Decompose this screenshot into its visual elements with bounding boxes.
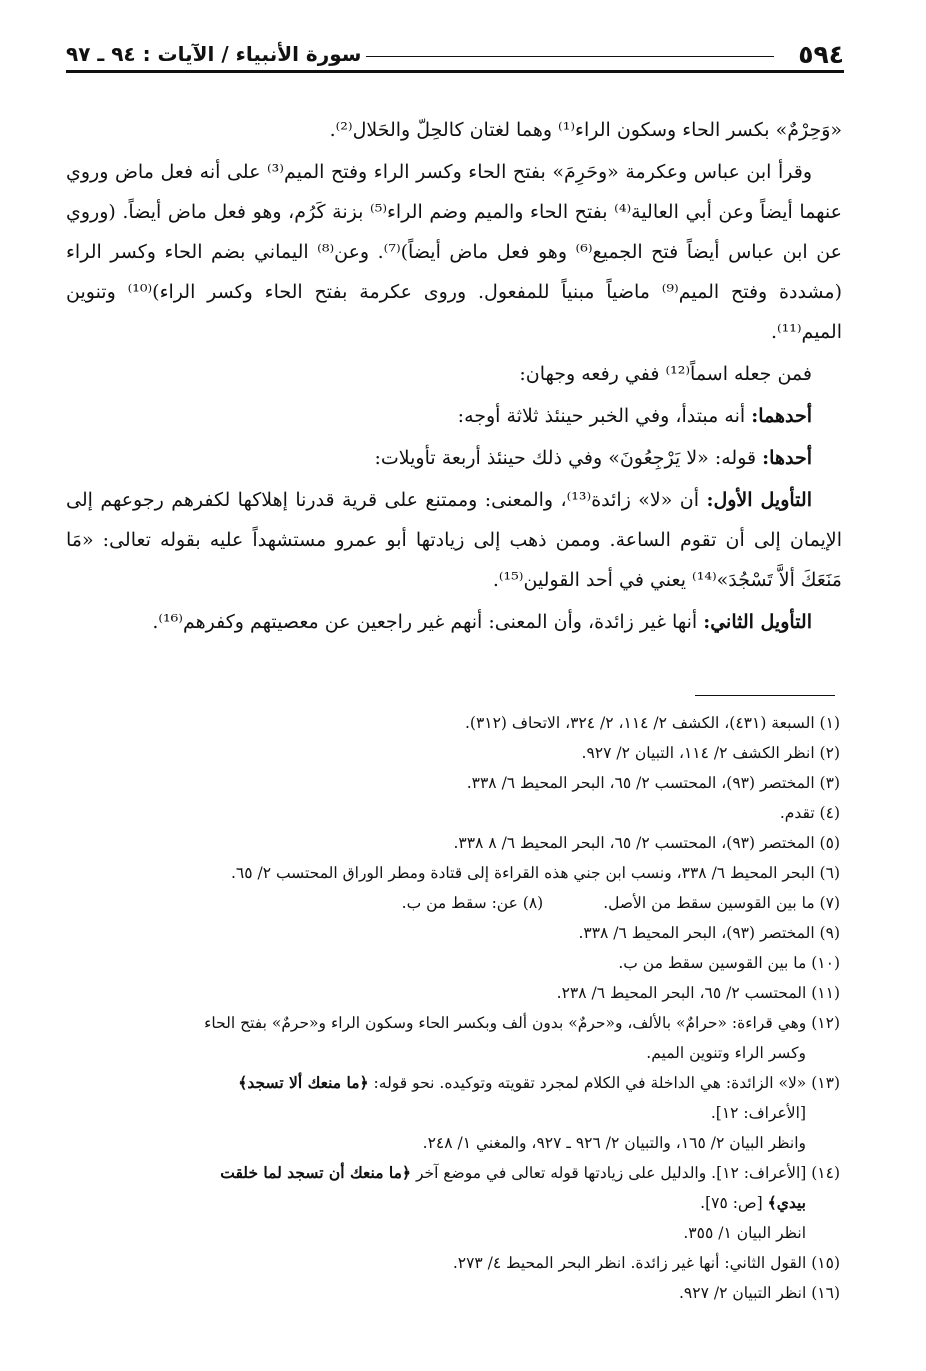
paragraph-label: التأويل الثاني: (703, 611, 812, 633)
footnote-continuation: انظر البيان ١/ ٣٥٥. (683, 1224, 806, 1242)
footnote: (٣) المختصر (٩٣)، المحتسب ٢/ ٦٥، البحر المحيط ٦/ ٣٣٨. (466, 774, 840, 792)
footnote: (١٠) ما بين القوسين سقط من ب. (618, 954, 840, 972)
footnote-pair (66, 888, 840, 918)
footnote: (٢) انظر الكشف ٢/ ١١٤، التبيان ٢/ ٩٢٧. (581, 744, 840, 762)
paragraph: «وَحِرْمٌ» بكسر الحاء وسكون الراء⁽¹⁾ وهما لغتان كالحِلّ والحَلال⁽²⁾. (329, 119, 842, 141)
footnote-separator (695, 695, 835, 696)
paragraph-text: أنه مبتدأ، وفي الخبر حينئذ ثلاثة أوجه: (457, 405, 752, 427)
running-title: سورة الأنبياء / الآيات : ٩٤ ـ ٩٧ (66, 42, 362, 66)
footnote: (١٥) القول الثاني: أنها غير زائدة. انظر البحر المحيط ٤/ ٢٧٣. (452, 1254, 840, 1272)
header-rule (366, 56, 774, 57)
footnote: (٥) المختصر (٩٣)، المحتسب ٢/ ٦٥، البحر المحيط ٦/ ٨ ٣٣٨. (453, 834, 840, 852)
paragraph: وقرأ ابن عباس وعكرمة «وحَرِمَ» بفتح الحاء وكسر الراء وفتح الميم⁽³⁾ على أنه فعل ماض وروي عنهما أيضاً وعن أبي العالية⁽⁴⁾ بفتح الحاء والميم وضم الراء⁽⁵⁾ بزنة كَرُم، وهو فعل ماض أيضاً. (وروي عن ابن عباس أيضاً فتح الجميع⁽⁶⁾ وهو فعل ماض أيضاً)⁽⁷⁾. وعن⁽⁸⁾ اليماني بضم الحاء وكسر الراء (مشددة وفتح الميم⁽⁹⁾ ماضياً مبنياً للمفعول. وروى عكرمة بفتح الحاء وكسر الراء)⁽¹⁰⁾ وتنوين الميم⁽¹¹⁾. (66, 161, 843, 343)
paragraph-text: أن «لا» زائدة⁽¹³⁾، والمعنى: وممتنع على قرية قدرنا إهلاكها لكفرهم رجوعهم إلى الإيمان إلى أن تقوم الساعة. وممن ذهب إلى زيادتها أبو عمرو مستشهداً عليه بقوله تعالى: «مَا مَنَعَكَ ألاَّ تَسْجُدَ»⁽¹⁴⁾ يعني في أحد القولين⁽¹⁵⁾. (66, 489, 842, 591)
footnotes (66, 708, 840, 1308)
main-text (66, 110, 842, 642)
footnote-text: (١٣) «لا» الزائدة: هي الداخلة في الكلام لمجرد تقويته وتوكيده. نحو قوله: (368, 1074, 840, 1092)
footnote: (١١) المحتسب ٢/ ٦٥، البحر المحيط ٦/ ٢٣٨. (556, 984, 840, 1002)
quran-quote: بيدي﴾ (767, 1193, 806, 1212)
footnote-continuation: وانظر البيان ٢/ ١٦٥، والتبيان ٢/ ٩٢٦ ـ ٩٢٧، والمغني ١/ ٢٤٨. (422, 1134, 806, 1152)
footnote-continuation: وكسر الراء وتنوين الميم. (646, 1044, 806, 1062)
paragraph: فمن جعله اسماً⁽¹²⁾ ففي رفعه وجهان: (519, 363, 812, 385)
footnote (66, 1158, 840, 1188)
paragraph-text: أنها غير زائدة، وأن المعنى: أنهم غير راجعين عن معصيتهم وكفرهم⁽¹⁶⁾. (152, 611, 704, 633)
page-header (66, 36, 844, 73)
paragraph (66, 396, 842, 436)
footnote-text: [ص: ٧٥]. (700, 1194, 768, 1212)
footnote: (١٢) وهي قراءة: «حرامٌ» بالألف، و«حرمٌ» بدون ألف وبكسر الحاء وسكون الراء و«حرمٌ» بفتح الحاء (204, 1014, 840, 1032)
footnote: (٩) المختصر (٩٣)، البحر المحيط ٦/ ٣٣٨. (578, 924, 840, 942)
paragraph (66, 602, 842, 642)
footnote (66, 1068, 840, 1098)
quran-quote: ﴿ما منعك ألا تسجد﴾ (238, 1073, 369, 1092)
footnote: (٦) البحر المحيط ٦/ ٣٣٨، ونسب ابن جني هذه القراءة إلى قتادة ومطر الوراق المحتسب ٢/ ٦٥. (230, 864, 840, 882)
paragraph-text: قوله: «لا يَرْجِعُونَ» وفي ذلك حينئذ أربعة تأويلات: (374, 447, 763, 469)
footnote-text: (١٤) [الأعراف: ١٢]. والدليل على زيادتها قوله تعالى في موضع آخر (411, 1164, 840, 1182)
footnote: (٤) تقدم. (779, 804, 840, 822)
paragraph (66, 480, 842, 600)
quran-quote: ﴿ما منعك أن تسجد لما خلقت (220, 1163, 412, 1182)
footnote: (٨) عن: سقط من ب. (401, 894, 544, 912)
page-number: ٥٩٤ (798, 40, 844, 69)
paragraph-label: أحدها: (762, 447, 812, 469)
footnote: (٧) ما بين القوسين سقط من الأصل. (603, 894, 840, 912)
paragraph-label: أحدهما: (751, 405, 812, 427)
footnote-continuation: [الأعراف: ١٢]. (710, 1104, 806, 1122)
paragraph-label: التأويل الأول: (706, 489, 812, 511)
footnote-continuation (66, 1188, 806, 1218)
paragraph (66, 438, 842, 478)
footnote: (١٦) انظر التبيان ٢/ ٩٢٧. (678, 1284, 840, 1302)
footnote: (١) السبعة (٤٣١)، الكشف ٢/ ١١٤، ٢/ ٣٢٤، الاتحاف (٣١٢). (464, 714, 840, 732)
